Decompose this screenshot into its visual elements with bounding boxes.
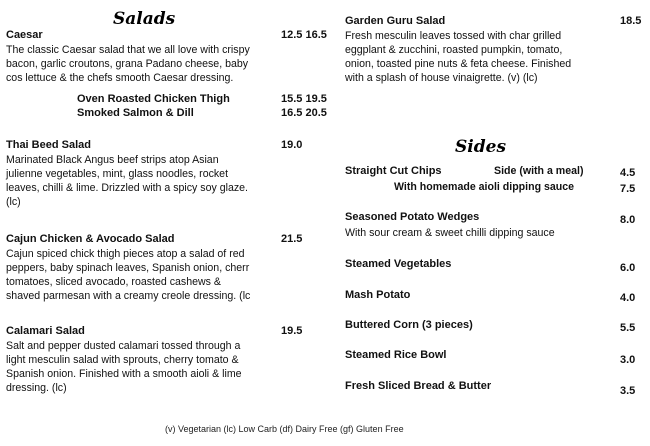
side-item-price: 5.5 [620, 322, 636, 334]
side-item: Fresh Sliced Bread & Butter [345, 380, 492, 392]
garden-guru-price: 18.5 [620, 15, 642, 27]
caesar-price: 12.5 16.5 [281, 29, 327, 41]
side-item-price: 6.0 [620, 262, 636, 274]
wedges-title: Seasoned Potato Wedges [345, 211, 480, 223]
thai-description: Marinated Black Angus beef strips atop Asian julienne vegetables, mint, glass noodles, rocket leaves, chilli & lime. Drizzled with a spicy soy glaze. (lc) [6, 154, 248, 208]
caesar-addon-salmon-price: 16.5 20.5 [281, 107, 327, 119]
cajun-price: 21.5 [281, 233, 303, 245]
sides-heading: Sides [455, 137, 507, 157]
chips-side-label: Side (with a meal) [494, 165, 584, 177]
wedges-description: With sour cream & sweet chilli dipping sauce [345, 227, 555, 239]
dietary-legend: (v) Vegetarian (lc) Low Carb (df) Dairy Free (gf) Gluten Free [165, 424, 404, 434]
chips-title: Straight Cut Chips [345, 165, 442, 177]
caesar-title: Caesar [6, 29, 43, 41]
calamari-title: Calamari Salad [6, 325, 85, 337]
wedges-price: 8.0 [620, 214, 636, 226]
calamari-price: 19.5 [281, 325, 303, 337]
thai-price: 19.0 [281, 139, 303, 151]
caesar-addon-salmon: Smoked Salmon & Dill [77, 107, 194, 119]
side-item: Steamed Vegetables [345, 258, 452, 270]
cajun-description: Cajun spiced chick thigh pieces atop a salad of red peppers, baby spinach leaves, Spanish onion, cherr tomatoes, sliced avocado, roasted cashews & shaved parmesan with a creamy creole dressing. (lc [6, 248, 251, 302]
side-item: Mash Potato [345, 289, 411, 301]
side-item-price: 4.0 [620, 292, 636, 304]
caesar-description: The classic Caesar salad that we all love with crispy bacon, garlic croutons, grana Padano cheese, baby cos lettuce & the chefs smooth Caesar dressing. [6, 44, 250, 84]
salads-heading: Salads [113, 9, 176, 29]
side-item-price: 3.0 [620, 354, 636, 366]
garden-guru-description: Fresh mesculin leaves tossed with char grilled eggplant & zucchini, roasted pumpkin, tomato, onion, toasted pine nuts & feta cheese. Finished with a splash of house vinaigrette. (v) (lc) [345, 30, 572, 84]
calamari-description: Salt and pepper dusted calamari tossed through a light mesculin salad with sprouts, cherry tomato & Spanish onion. Finished with a smooth aioli & lime dressing. (lc) [6, 340, 242, 394]
thai-title: Thai Beed Salad [6, 139, 91, 151]
chips-aioli-label: With homemade aioli dipping sauce [394, 181, 575, 193]
side-item-price: 3.5 [620, 385, 636, 397]
side-item: Steamed Rice Bowl [345, 349, 447, 361]
cajun-title: Cajun Chicken & Avocado Salad [6, 233, 175, 245]
caesar-addon-chicken: Oven Roasted Chicken Thigh [77, 93, 230, 105]
side-item: Buttered Corn (3 pieces) [345, 319, 473, 331]
garden-guru-title: Garden Guru Salad [345, 15, 446, 27]
chips-aioli-price: 7.5 [620, 183, 636, 195]
caesar-addon-chicken-price: 15.5 19.5 [281, 93, 327, 105]
chips-side-price: 4.5 [620, 167, 636, 179]
